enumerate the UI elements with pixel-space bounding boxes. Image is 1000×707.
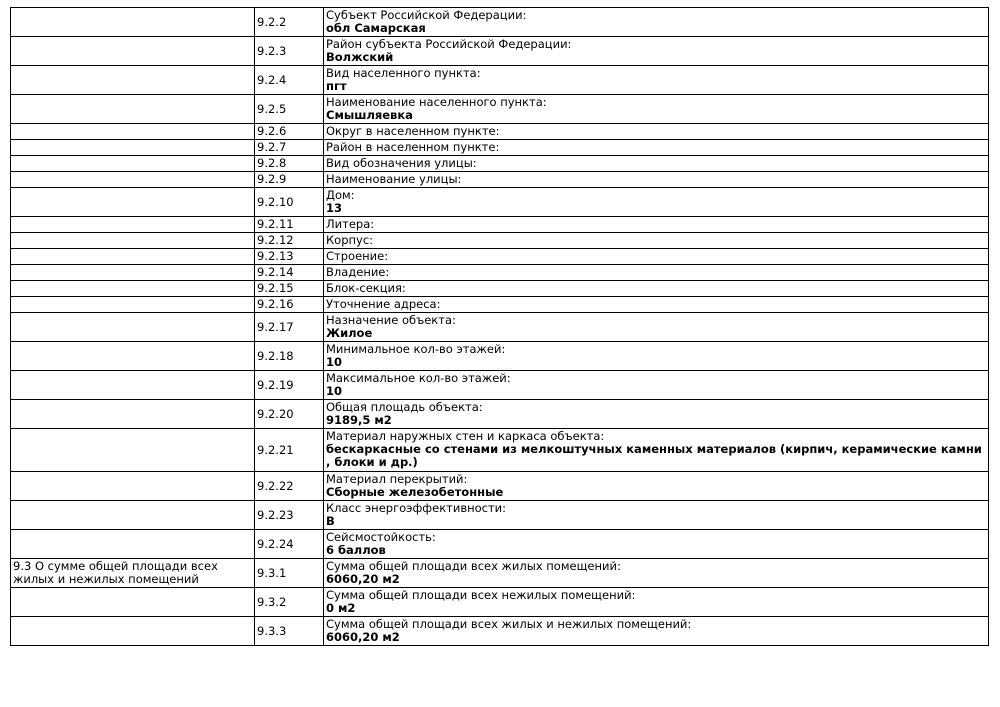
item-content bbox=[324, 617, 989, 646]
item-value: 10 bbox=[326, 355, 343, 369]
section-cell bbox=[11, 188, 255, 217]
table-row bbox=[11, 8, 989, 37]
item-number: 9.2.14 bbox=[255, 265, 324, 281]
item-value: Жилое bbox=[326, 326, 373, 340]
item-label: Наименование улицы: bbox=[326, 172, 462, 186]
section-cell bbox=[11, 124, 255, 140]
declaration-table bbox=[10, 7, 989, 646]
table-row bbox=[11, 617, 989, 646]
item-value: 10 bbox=[326, 384, 343, 398]
table-row bbox=[11, 172, 989, 188]
section-cell bbox=[11, 37, 255, 66]
item-label: Сумма общей площади всех жилых помещений: bbox=[326, 559, 621, 573]
table-row bbox=[11, 233, 989, 249]
item-label: Субъект Российской Федерации: bbox=[326, 8, 527, 22]
item-label: Вид населенного пункта: bbox=[326, 66, 481, 80]
item-value: обл Самарская bbox=[326, 21, 426, 35]
item-value: Сборные железобетонные bbox=[326, 485, 504, 499]
item-content bbox=[324, 472, 989, 501]
item-label: Сумма общей площади всех жилых и нежилых помещений: bbox=[326, 617, 692, 631]
item-number: 9.2.11 bbox=[255, 217, 324, 233]
section-cell bbox=[11, 400, 255, 429]
item-value: пгт bbox=[326, 79, 347, 93]
item-label: Назначение объекта: bbox=[326, 313, 456, 327]
item-number: 9.2.22 bbox=[255, 472, 324, 501]
item-number: 9.3.1 bbox=[255, 559, 324, 588]
item-number: 9.2.2 bbox=[255, 8, 324, 37]
item-number: 9.2.13 bbox=[255, 249, 324, 265]
item-value: Смышляевка bbox=[326, 108, 413, 122]
table-row bbox=[11, 217, 989, 233]
section-cell bbox=[11, 8, 255, 37]
item-content bbox=[324, 156, 989, 172]
table-row bbox=[11, 66, 989, 95]
item-number: 9.3.2 bbox=[255, 588, 324, 617]
item-label: Вид обозначения улицы: bbox=[326, 156, 477, 170]
section-cell bbox=[11, 281, 255, 297]
item-number: 9.2.18 bbox=[255, 342, 324, 371]
item-number: 9.2.9 bbox=[255, 172, 324, 188]
item-content bbox=[324, 371, 989, 400]
item-content bbox=[324, 400, 989, 429]
item-number: 9.2.20 bbox=[255, 400, 324, 429]
item-number: 9.2.12 bbox=[255, 233, 324, 249]
section-cell bbox=[11, 233, 255, 249]
section-cell bbox=[11, 313, 255, 342]
item-number: 9.2.4 bbox=[255, 66, 324, 95]
item-content bbox=[324, 530, 989, 559]
table-row bbox=[11, 281, 989, 297]
item-number: 9.3.3 bbox=[255, 617, 324, 646]
item-content bbox=[324, 559, 989, 588]
item-label: Округ в населенном пункте: bbox=[326, 124, 500, 138]
item-label: Корпус: bbox=[326, 233, 374, 247]
table-row bbox=[11, 472, 989, 501]
item-value: 9189,5 м2 bbox=[326, 413, 392, 427]
section-cell bbox=[11, 371, 255, 400]
item-label: Сумма общей площади всех нежилых помещений: bbox=[326, 588, 636, 602]
item-content bbox=[324, 313, 989, 342]
item-label: Класс энергоэффективности: bbox=[326, 501, 507, 515]
item-content bbox=[324, 140, 989, 156]
item-content bbox=[324, 249, 989, 265]
item-label: Уточнение адреса: bbox=[326, 297, 441, 311]
item-number: 9.2.6 bbox=[255, 124, 324, 140]
section-cell bbox=[11, 140, 255, 156]
section-cell bbox=[11, 588, 255, 617]
section-cell bbox=[11, 265, 255, 281]
item-content bbox=[324, 233, 989, 249]
item-label: Наименование населенного пункта: bbox=[326, 95, 547, 109]
table-row bbox=[11, 95, 989, 124]
table-row bbox=[11, 429, 989, 472]
item-number: 9.2.16 bbox=[255, 297, 324, 313]
table-row bbox=[11, 313, 989, 342]
item-label: Материал перекрытий: bbox=[326, 472, 468, 486]
item-content bbox=[324, 342, 989, 371]
item-content bbox=[324, 8, 989, 37]
item-number: 9.2.23 bbox=[255, 501, 324, 530]
item-content bbox=[324, 588, 989, 617]
section-cell bbox=[11, 501, 255, 530]
declaration-table-body bbox=[11, 8, 989, 646]
section-cell bbox=[11, 559, 255, 588]
item-number: 9.2.7 bbox=[255, 140, 324, 156]
item-value-line: бескаркасные со стенами из мелкоштучных каменных материалов (кирпич, керамические камни bbox=[326, 442, 982, 456]
item-content bbox=[324, 501, 989, 530]
item-label: Общая площадь объекта: bbox=[326, 400, 483, 414]
item-label: Блок-секция: bbox=[326, 281, 406, 295]
item-content bbox=[324, 66, 989, 95]
item-label: Строение: bbox=[326, 249, 389, 263]
table-row bbox=[11, 188, 989, 217]
item-label: Сейсмостойкость: bbox=[326, 530, 436, 544]
item-content bbox=[324, 172, 989, 188]
item-number: 9.2.17 bbox=[255, 313, 324, 342]
item-number: 9.2.10 bbox=[255, 188, 324, 217]
item-label: Литера: bbox=[326, 217, 375, 231]
item-value: 0 м2 bbox=[326, 601, 356, 615]
table-row bbox=[11, 588, 989, 617]
section-cell bbox=[11, 172, 255, 188]
item-number: 9.2.24 bbox=[255, 530, 324, 559]
item-number: 9.2.19 bbox=[255, 371, 324, 400]
item-number: 9.2.5 bbox=[255, 95, 324, 124]
table-row bbox=[11, 530, 989, 559]
item-number: 9.2.8 bbox=[255, 156, 324, 172]
table-row bbox=[11, 37, 989, 66]
table-row bbox=[11, 501, 989, 530]
item-value: B bbox=[326, 514, 335, 528]
item-content bbox=[324, 37, 989, 66]
section-label: 9.3 О сумме общей площади всех жилых и нежилых помещений bbox=[13, 559, 218, 586]
item-content bbox=[324, 217, 989, 233]
table-row bbox=[11, 371, 989, 400]
item-label: Минимальное кол-во этажей: bbox=[326, 342, 506, 356]
item-value: Волжский bbox=[326, 50, 394, 64]
item-label: Максимальное кол-во этажей: bbox=[326, 371, 511, 385]
item-content bbox=[324, 297, 989, 313]
item-label: Район субъекта Российской Федерации: bbox=[326, 37, 572, 51]
section-cell bbox=[11, 66, 255, 95]
item-content bbox=[324, 188, 989, 217]
section-cell bbox=[11, 156, 255, 172]
table-row bbox=[11, 156, 989, 172]
table-row bbox=[11, 124, 989, 140]
item-label: Дом: bbox=[326, 188, 355, 202]
section-cell bbox=[11, 249, 255, 265]
item-number: 9.2.3 bbox=[255, 37, 324, 66]
item-label: Владение: bbox=[326, 265, 390, 279]
item-content bbox=[324, 281, 989, 297]
table-row bbox=[11, 342, 989, 371]
item-content bbox=[324, 429, 989, 472]
table-row bbox=[11, 265, 989, 281]
item-number: 9.2.21 bbox=[255, 429, 324, 472]
section-cell bbox=[11, 429, 255, 472]
section-cell bbox=[11, 342, 255, 371]
item-label: Район в населенном пункте: bbox=[326, 140, 500, 154]
item-content bbox=[324, 265, 989, 281]
item-content bbox=[324, 95, 989, 124]
item-label: Материал наружных стен и каркаса объекта: bbox=[326, 429, 605, 443]
item-content bbox=[324, 124, 989, 140]
table-row bbox=[11, 249, 989, 265]
section-cell bbox=[11, 217, 255, 233]
section-cell bbox=[11, 297, 255, 313]
item-value: 6060,20 м2 bbox=[326, 572, 400, 586]
table-row bbox=[11, 559, 989, 588]
item-value: 6060,20 м2 bbox=[326, 630, 400, 644]
section-cell bbox=[11, 95, 255, 124]
section-cell bbox=[11, 530, 255, 559]
table-row bbox=[11, 400, 989, 429]
item-number: 9.2.15 bbox=[255, 281, 324, 297]
item-value-line: , блоки и др.) bbox=[326, 455, 418, 469]
section-cell bbox=[11, 472, 255, 501]
table-row bbox=[11, 140, 989, 156]
table-row bbox=[11, 297, 989, 313]
item-value: 13 bbox=[326, 201, 343, 215]
item-value: 6 баллов bbox=[326, 543, 386, 557]
section-cell bbox=[11, 617, 255, 646]
